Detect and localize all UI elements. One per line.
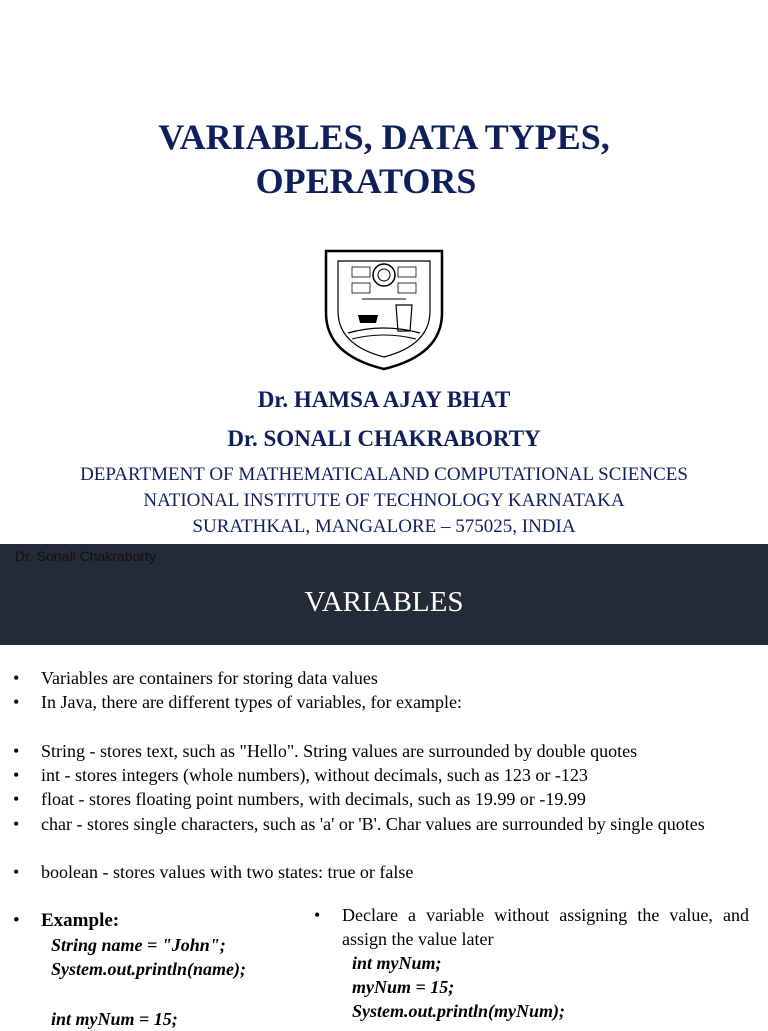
code-line: String name = "John";: [51, 935, 226, 955]
list-item: • int - stores integers (whole numbers), without decimals, such as 123 or -123: [13, 765, 588, 785]
author-name-2: Dr. SONALI CHAKRABORTY: [227, 426, 541, 451]
slide-title-line2: OPERATORS: [255, 161, 477, 201]
example-block: [13, 908, 247, 1031]
list-item: • Declare a variable without assigning the value, and assign the value later: [314, 905, 749, 949]
code-line: int myNum = 15;: [51, 1009, 178, 1029]
department-line: DEPARTMENT OF MATHEMATICALAND COMPUTATIONAL SCIENCES: [80, 464, 688, 485]
slide-title-line1: VARIABLES, DATA TYPES,: [158, 117, 610, 157]
code-line: System.out.println(myNum);: [352, 1001, 566, 1021]
code-line: myNum = 15;: [352, 977, 455, 997]
declare-later-block: [314, 903, 749, 1023]
list-item: • char - stores single characters, such as 'a' or 'B'. Char values are surrounded by single quotes: [13, 814, 705, 834]
list-item: • String - stores text, such as "Hello". String values are surrounded by double quotes: [13, 741, 638, 761]
example-label: • Example:: [13, 910, 120, 931]
variables-slide-header: [0, 544, 768, 645]
address-line: SURATHKAL, MANGALORE – 575025, INDIA: [192, 516, 576, 537]
nitk-seal-logo-icon: [318, 243, 450, 373]
footer-author: Dr. Sonali Chakraborty: [15, 548, 156, 564]
code-line: int myNum;: [352, 953, 442, 973]
code-line: System.out.println(name);: [51, 959, 247, 979]
list-item: • In Java, there are different types of variables, for example:: [13, 692, 462, 712]
author-name-1: Dr. HAMSA AJAY BHAT: [257, 387, 511, 412]
list-item: • Variables are containers for storing data values: [13, 668, 378, 688]
list-item: • boolean - stores values with two states: true or false: [13, 862, 414, 882]
list-item: • float - stores floating point numbers, with decimals, such as 19.99 or -19.99: [13, 789, 586, 809]
institute-line: NATIONAL INSTITUTE OF TECHNOLOGY KARNATAKA: [143, 490, 625, 511]
variables-slide-title: VARIABLES: [304, 586, 464, 618]
